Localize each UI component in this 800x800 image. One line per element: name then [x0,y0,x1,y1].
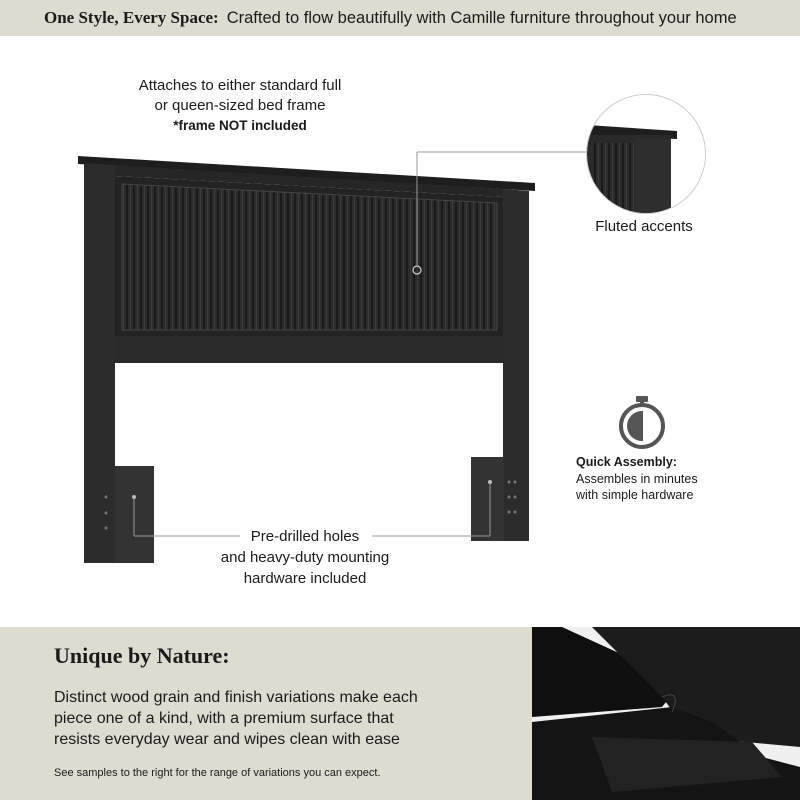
banner-lead: One Style, Every Space: [44,8,219,27]
unique-description [54,687,494,750]
fluted-accents-label: Fluted accents [595,218,693,235]
fluted-accent-zoom [586,94,706,214]
frame-compatibility-callout [110,76,370,136]
desc-line-1: Distinct wood grain and finish variations make each [54,689,418,706]
samples-note: See samples to the right for the range of variations you can expect. [54,767,381,779]
holes-line-1: Pre-drilled holes [250,528,360,545]
desc-line-2: piece one of a kind, with a premium surface that [54,710,394,727]
finish-samples-image [532,627,800,800]
holes-line-2: and heavy-duty mounting [220,549,390,566]
left-post [84,163,115,563]
pre-drilled-holes-callout [200,526,410,589]
right-leg-plate [471,457,504,541]
frame-line-2: or queen-sized bed frame [154,97,326,114]
unique-by-nature-panel [0,627,532,800]
unique-heading: Unique by Nature: [54,643,230,668]
fluted-panel [122,184,497,330]
quick-assembly-block [576,454,698,504]
quick-assembly-line-1: Assembles in minutes [576,471,698,486]
quick-assembly-line-2: with simple hardware [576,488,694,502]
holes-line-3: hardware included [243,570,367,587]
frame-line-1: Attaches to either standard full [138,77,342,94]
frame-not-included-note: *frame NOT included [173,118,307,133]
stopwatch-icon [614,394,670,450]
right-post [503,189,529,541]
desc-line-3: resists everyday wear and wipes clean with ease [54,731,400,748]
banner-text: Crafted to flow beautifully with Camille furniture throughout your home [226,8,737,27]
quick-assembly-title: Quick Assembly: [576,455,677,469]
lower-rail [115,336,503,363]
